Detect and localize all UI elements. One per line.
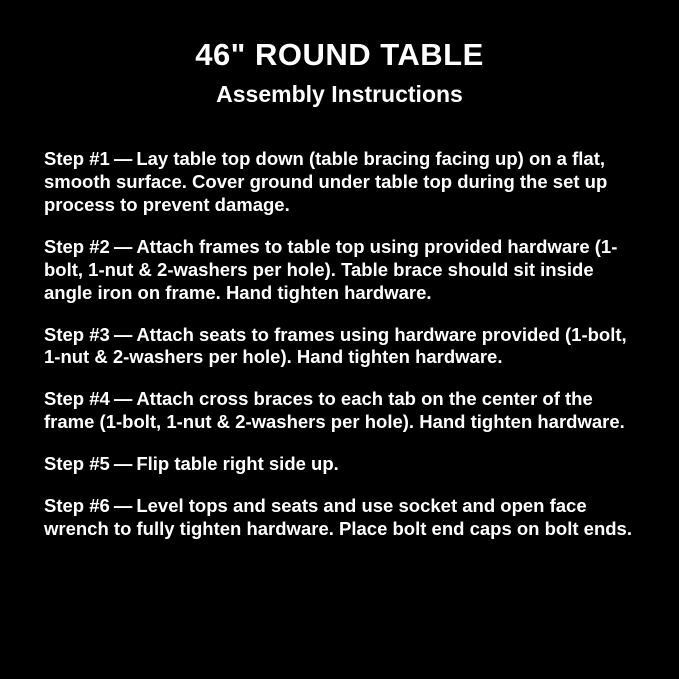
step-label: Step #5 [44, 453, 110, 475]
steps-list [44, 129, 635, 541]
step-dash: — [113, 495, 133, 517]
page-title: 46" ROUND TABLE [195, 37, 484, 72]
step-dash: — [113, 147, 133, 169]
step-label: Step #3 [44, 323, 110, 345]
step-item [44, 148, 635, 217]
step-text: Attach cross braces to each tab on the center of the frame (1-bolt, 1-nut & 2-washers per hole). Hand tighten hardware. [44, 388, 625, 433]
step-dash: — [113, 323, 133, 345]
step-item [44, 453, 635, 476]
step-text: Lay table top down (table bracing facing up) on a flat, smooth surface. Cover ground under table top during the set up process to prevent damage. [44, 147, 608, 215]
step-item [44, 236, 635, 305]
step-item [44, 324, 635, 370]
step-item [44, 388, 635, 434]
step-label: Step #6 [44, 495, 110, 517]
step-label: Step #1 [44, 147, 110, 169]
step-dash: — [113, 453, 133, 475]
step-text: Attach frames to table top using provided hardware (1-bolt, 1-nut & 2-washers per hole). Table brace should sit inside angle iron on frame. Hand tighten hardware. [44, 235, 618, 303]
step-text: Flip table right side up. [136, 453, 339, 475]
step-label: Step #2 [44, 235, 110, 257]
step-item [44, 495, 635, 541]
step-text: Level tops and seats and use socket and open face wrench to fully tighten hardware. Place bolt end caps on bolt ends. [44, 495, 632, 540]
step-dash: — [113, 235, 133, 257]
step-dash: — [113, 388, 133, 410]
step-label: Step #4 [44, 388, 110, 410]
page-subtitle: Assembly Instructions [216, 81, 463, 108]
step-text: Attach seats to frames using hardware provided (1-bolt, 1-nut & 2-washers per hole). Hand tighten hardware. [44, 323, 627, 368]
